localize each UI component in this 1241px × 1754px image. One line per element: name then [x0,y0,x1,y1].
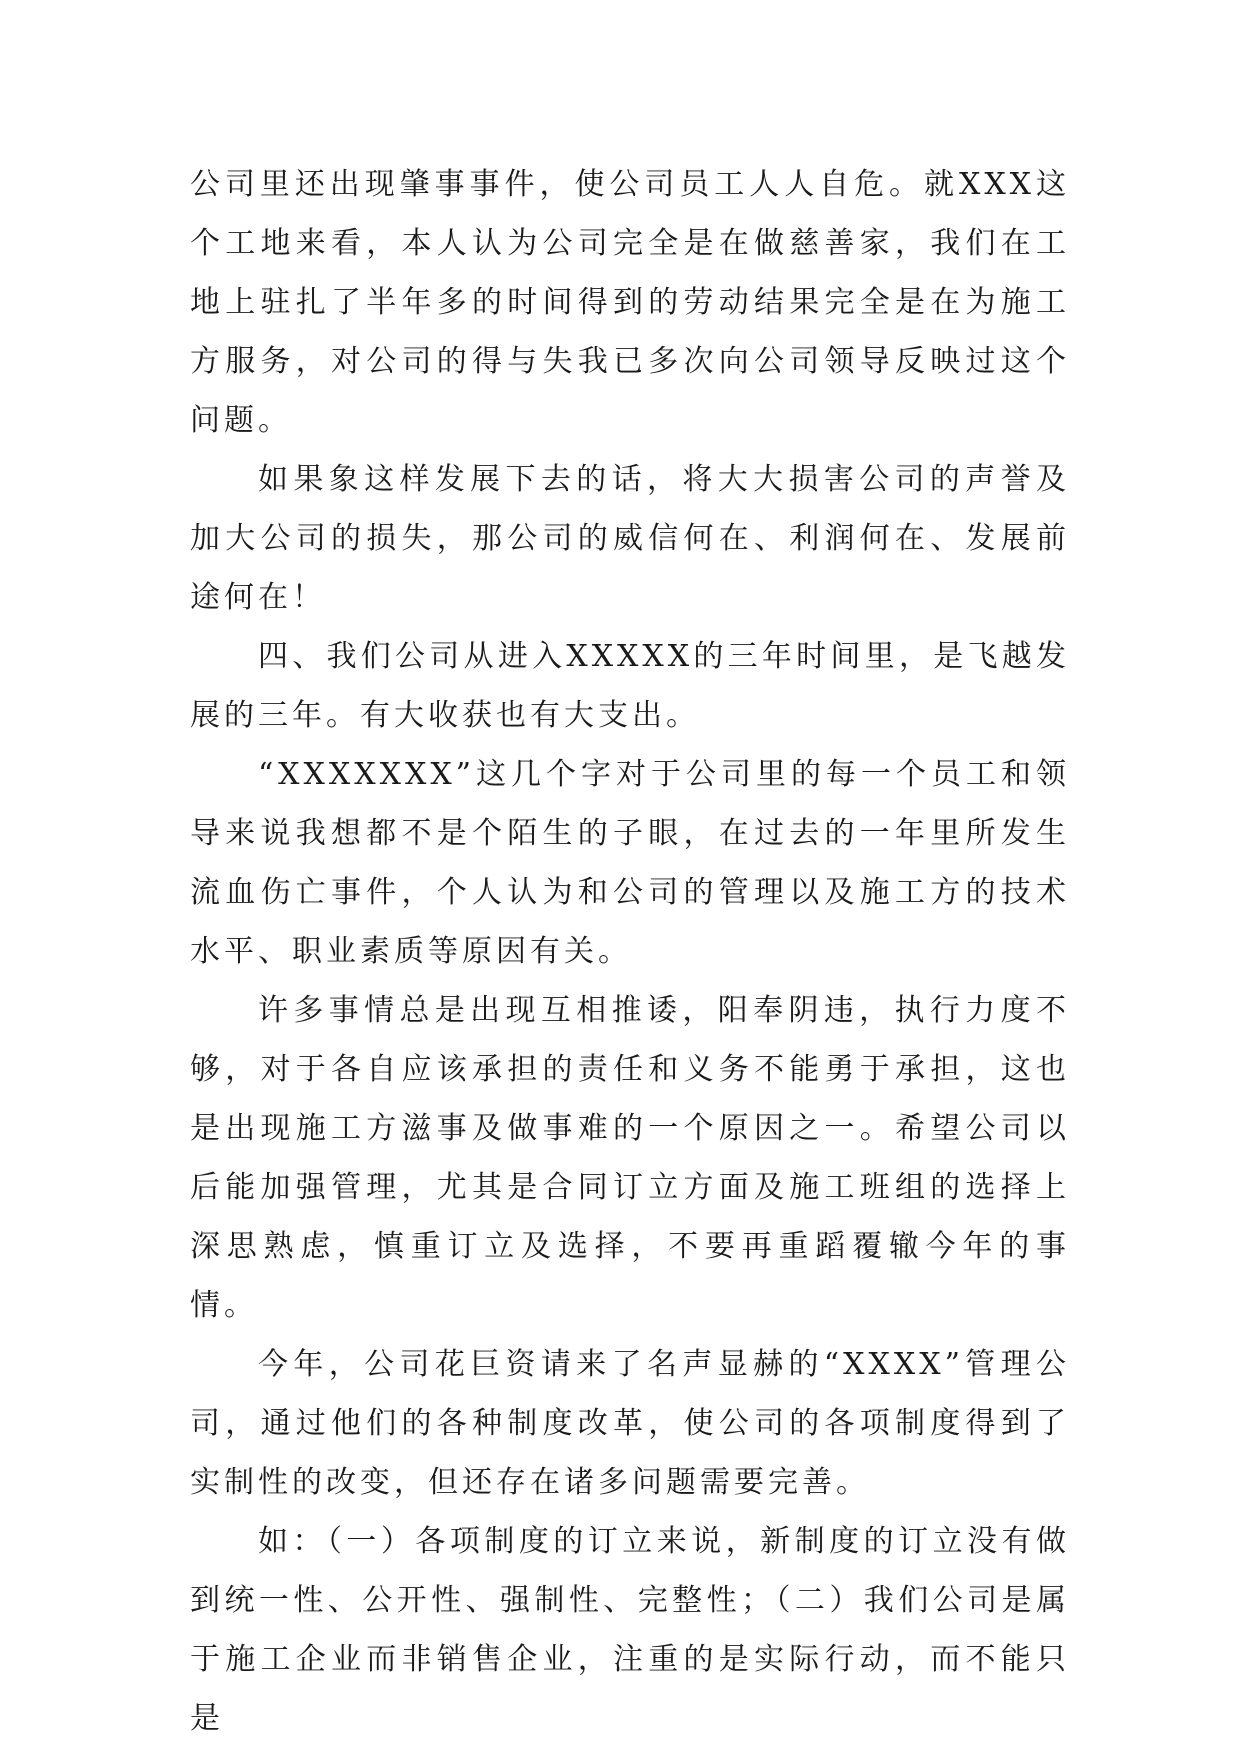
paragraph-3: 四、我们公司从进入XXXXX的三年时间里，是飞越发展的三年。有大收获也有大支出。 [190,639,1070,733]
paragraph-5: 许多事情总是出现互相推诿，阳奉阴违，执行力度不够，对于各自应该承担的责任和义务不能勇于承担，这也是出现施工方滋事及做事难的一个原因之一。希望公司以后能加强管理，尤其是合同订立方面及施工班组的选择上深思熟虑，慎重订立及选择，不要再重蹈覆辙今年的事情。 [190,993,1070,1323]
paragraph-2: 如果象这样发展下去的话，将大大损害公司的声誉及加大公司的损失，那公司的威信何在、利润何在、发展前途何在！ [190,462,1070,615]
paragraph-7: 如：（一）各项制度的订立来说，新制度的订立没有做到统一性、公开性、强制性、完整性；（二）我们公司是属于施工企业而非销售企业，注重的是实际行动，而不能只是 [190,1524,1070,1736]
paragraph-1: 公司里还出现肇事事件，使公司员工人人自危。就XXX这个工地来看，本人认为公司完全是在做慈善家，我们在工地上驻扎了半年多的时间得到的劳动结果完全是在为施工方服务，对公司的得与失我已多次向公司领导反映过这个问题。 [190,167,1070,438]
paragraph-6: 今年，公司花巨资请来了名声显赫的“XXXX”管理公司，通过他们的各种制度改革，使公司的各项制度得到了实制性的改变，但还存在诸多问题需要完善。 [190,1347,1070,1500]
document-body [190,155,1070,1748]
paragraph-4: “XXXXXXX”这几个字对于公司里的每一个员工和领导来说我想都不是个陌生的子眼，在过去的一年里所发生流血伤亡事件，个人认为和公司的管理以及施工方的技术水平、职业素质等原因有关。 [190,757,1070,969]
